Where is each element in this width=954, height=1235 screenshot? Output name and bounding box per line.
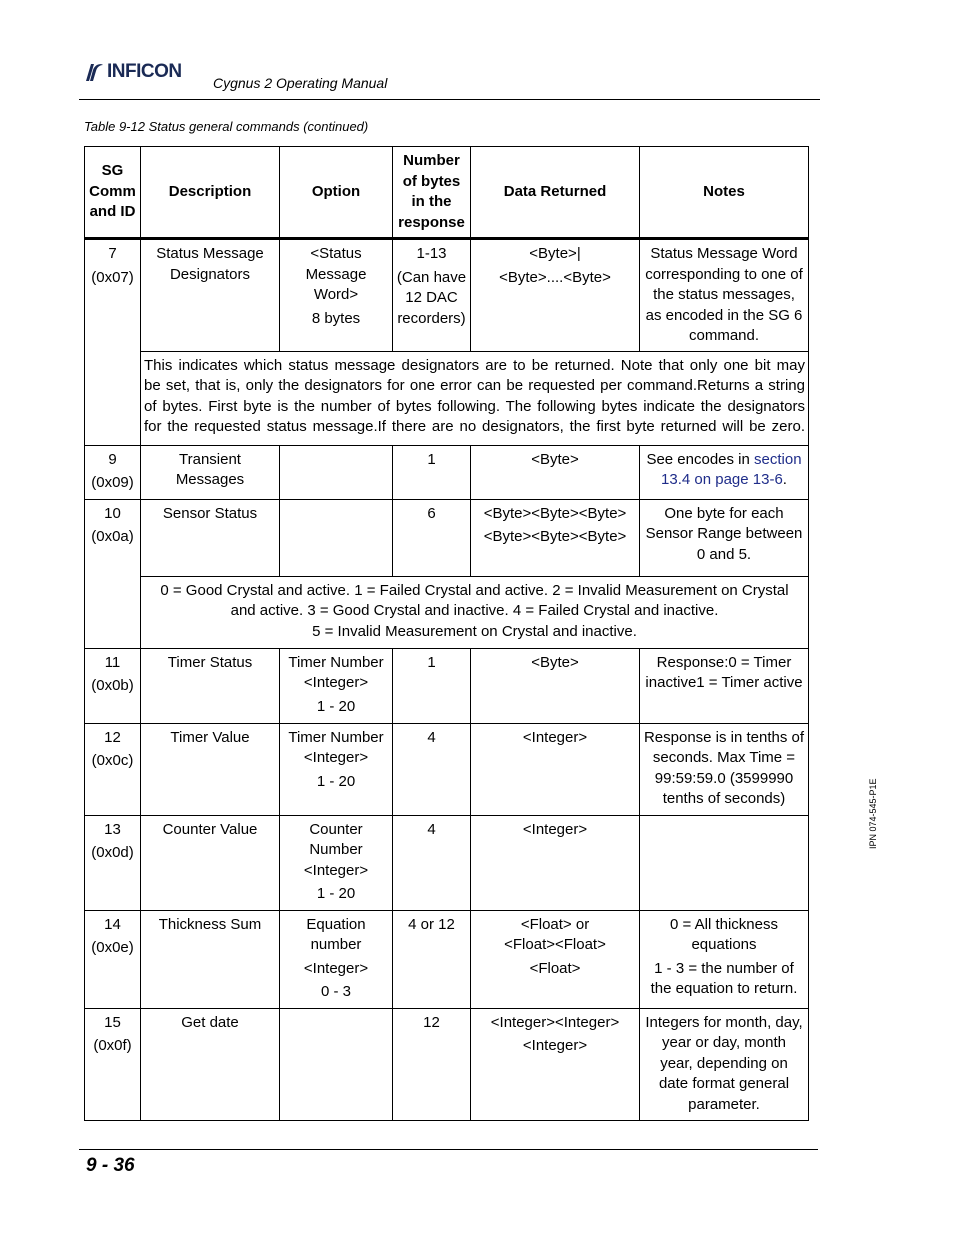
cell-sg-id: 9 (0x09)	[85, 445, 141, 499]
table-caption: Table 9-12 Status general commands (continued)	[84, 119, 369, 134]
cell-bytes: 4	[393, 815, 471, 910]
header-rule	[79, 99, 820, 100]
col-header-sg-id: SG Comm and ID	[85, 147, 141, 239]
inficon-logo	[82, 60, 182, 84]
cell-data-returned: <Integer><Integer> <Integer>	[471, 1008, 640, 1120]
table-row	[85, 239, 809, 352]
cell-description: Get date	[141, 1008, 280, 1120]
cell-notes: Integers for month, day, year or day, month year, depending on date format general parameter.	[640, 1008, 809, 1120]
cell-sg-id: 12 (0x0c)	[85, 723, 141, 815]
table-row	[85, 1008, 809, 1120]
table-row	[85, 910, 809, 1008]
table-row-detail	[85, 351, 809, 445]
cell-bytes: 1	[393, 445, 471, 499]
cell-detail-text: This indicates which status message designators are to be returned. Note that only one bit may be set, that is, only the designators for one error can be requested per command.Returns a string of bytes. First byte is the number of bytes following. The following bytes indicate the designators for the requested status message.If there are no designators, the first byte returned will be zero.	[141, 351, 809, 445]
page-link[interactable]: 13.4 on page 13-6	[661, 471, 783, 488]
cell-bytes: 6	[393, 499, 471, 576]
cell-description: Status Message Designators	[141, 239, 280, 352]
cell-option: Timer Number <Integer> 1 - 20	[280, 723, 393, 815]
cell-bytes: 4 or 12	[393, 910, 471, 1008]
cell-data-returned: <Integer>	[471, 815, 640, 910]
table-row	[85, 723, 809, 815]
cell-notes: Response:0 = Timer inactive1 = Timer active	[640, 648, 809, 723]
cell-data-returned: <Integer>	[471, 723, 640, 815]
cell-notes: Status Message Word corresponding to one of the status messages, as encoded in the SG 6 command.	[640, 239, 809, 352]
cell-notes	[640, 815, 809, 910]
cell-option: <Status Message Word> 8 bytes	[280, 239, 393, 352]
col-header-description: Description	[141, 147, 280, 239]
cell-option: Timer Number <Integer> 1 - 20	[280, 648, 393, 723]
cell-sg-id: 7 (0x07)	[85, 239, 141, 446]
cell-data-returned: <Byte><Byte><Byte> <Byte><Byte><Byte>	[471, 499, 640, 576]
cell-notes: One byte for each Sensor Range between 0 and 5.	[640, 499, 809, 576]
manual-title: Cygnus 2 Operating Manual	[213, 75, 388, 91]
cell-detail-text: 0 = Good Crystal and active. 1 = Failed Crystal and active. 2 = Invalid Measurement on Crystal and active. 3 = Good Crystal and inactive. 4 = Failed Crystal and inactive. 5 = Invalid Measurement on Crystal and inactive.	[141, 576, 809, 648]
cell-description: Timer Status	[141, 648, 280, 723]
cell-sg-id: 13 (0x0d)	[85, 815, 141, 910]
cell-bytes: 12	[393, 1008, 471, 1120]
page-number: 9 - 36	[86, 1155, 135, 1176]
table-row	[85, 815, 809, 910]
cell-notes: Response is in tenths of seconds. Max Time = 99:59:59.0 (3599990 tenths of seconds)	[640, 723, 809, 815]
cell-sg-id: 15 (0x0f)	[85, 1008, 141, 1120]
table-row	[85, 648, 809, 723]
cell-description: Sensor Status	[141, 499, 280, 576]
cell-description: Transient Messages	[141, 445, 280, 499]
cell-description: Thickness Sum	[141, 910, 280, 1008]
cell-option	[280, 445, 393, 499]
col-header-data-returned: Data Returned	[471, 147, 640, 239]
ipn-label: IPN 074-545-P1E	[868, 778, 878, 849]
cell-notes: 0 = All thickness equations 1 - 3 = the number of the equation to return.	[640, 910, 809, 1008]
cell-description: Timer Value	[141, 723, 280, 815]
cell-bytes: 1-13 (Can have 12 DAC recorders)	[393, 239, 471, 352]
cell-bytes: 4	[393, 723, 471, 815]
cell-sg-id: 11 (0x0b)	[85, 648, 141, 723]
col-header-notes: Notes	[640, 147, 809, 239]
table-header-row	[85, 147, 809, 239]
cell-sg-id: 14 (0x0e)	[85, 910, 141, 1008]
cell-option: Counter Number <Integer> 1 - 20	[280, 815, 393, 910]
col-header-option: Option	[280, 147, 393, 239]
cell-data-returned: <Float> or <Float><Float> <Float>	[471, 910, 640, 1008]
table-row	[85, 499, 809, 576]
cell-data-returned: <Byte>	[471, 648, 640, 723]
cell-data-returned: <Byte>	[471, 445, 640, 499]
cell-sg-id: 10 (0x0a)	[85, 499, 141, 648]
cell-option: Equation number <Integer> 0 - 3	[280, 910, 393, 1008]
table-row-detail	[85, 576, 809, 648]
cell-option	[280, 499, 393, 576]
cell-notes: See encodes in section 13.4 on page 13-6.	[640, 445, 809, 499]
cell-data-returned: <Byte>| <Byte>....<Byte>	[471, 239, 640, 352]
inficon-logo-icon	[82, 61, 104, 83]
cell-option	[280, 1008, 393, 1120]
footer-rule	[79, 1149, 818, 1150]
cell-bytes: 1	[393, 648, 471, 723]
status-commands-table	[84, 146, 809, 1121]
table-row	[85, 445, 809, 499]
col-header-bytes: Number of bytes in the response	[393, 147, 471, 239]
logo-wordmark: INFICON	[107, 61, 182, 82]
section-link[interactable]: section	[754, 450, 802, 468]
cell-description: Counter Value	[141, 815, 280, 910]
